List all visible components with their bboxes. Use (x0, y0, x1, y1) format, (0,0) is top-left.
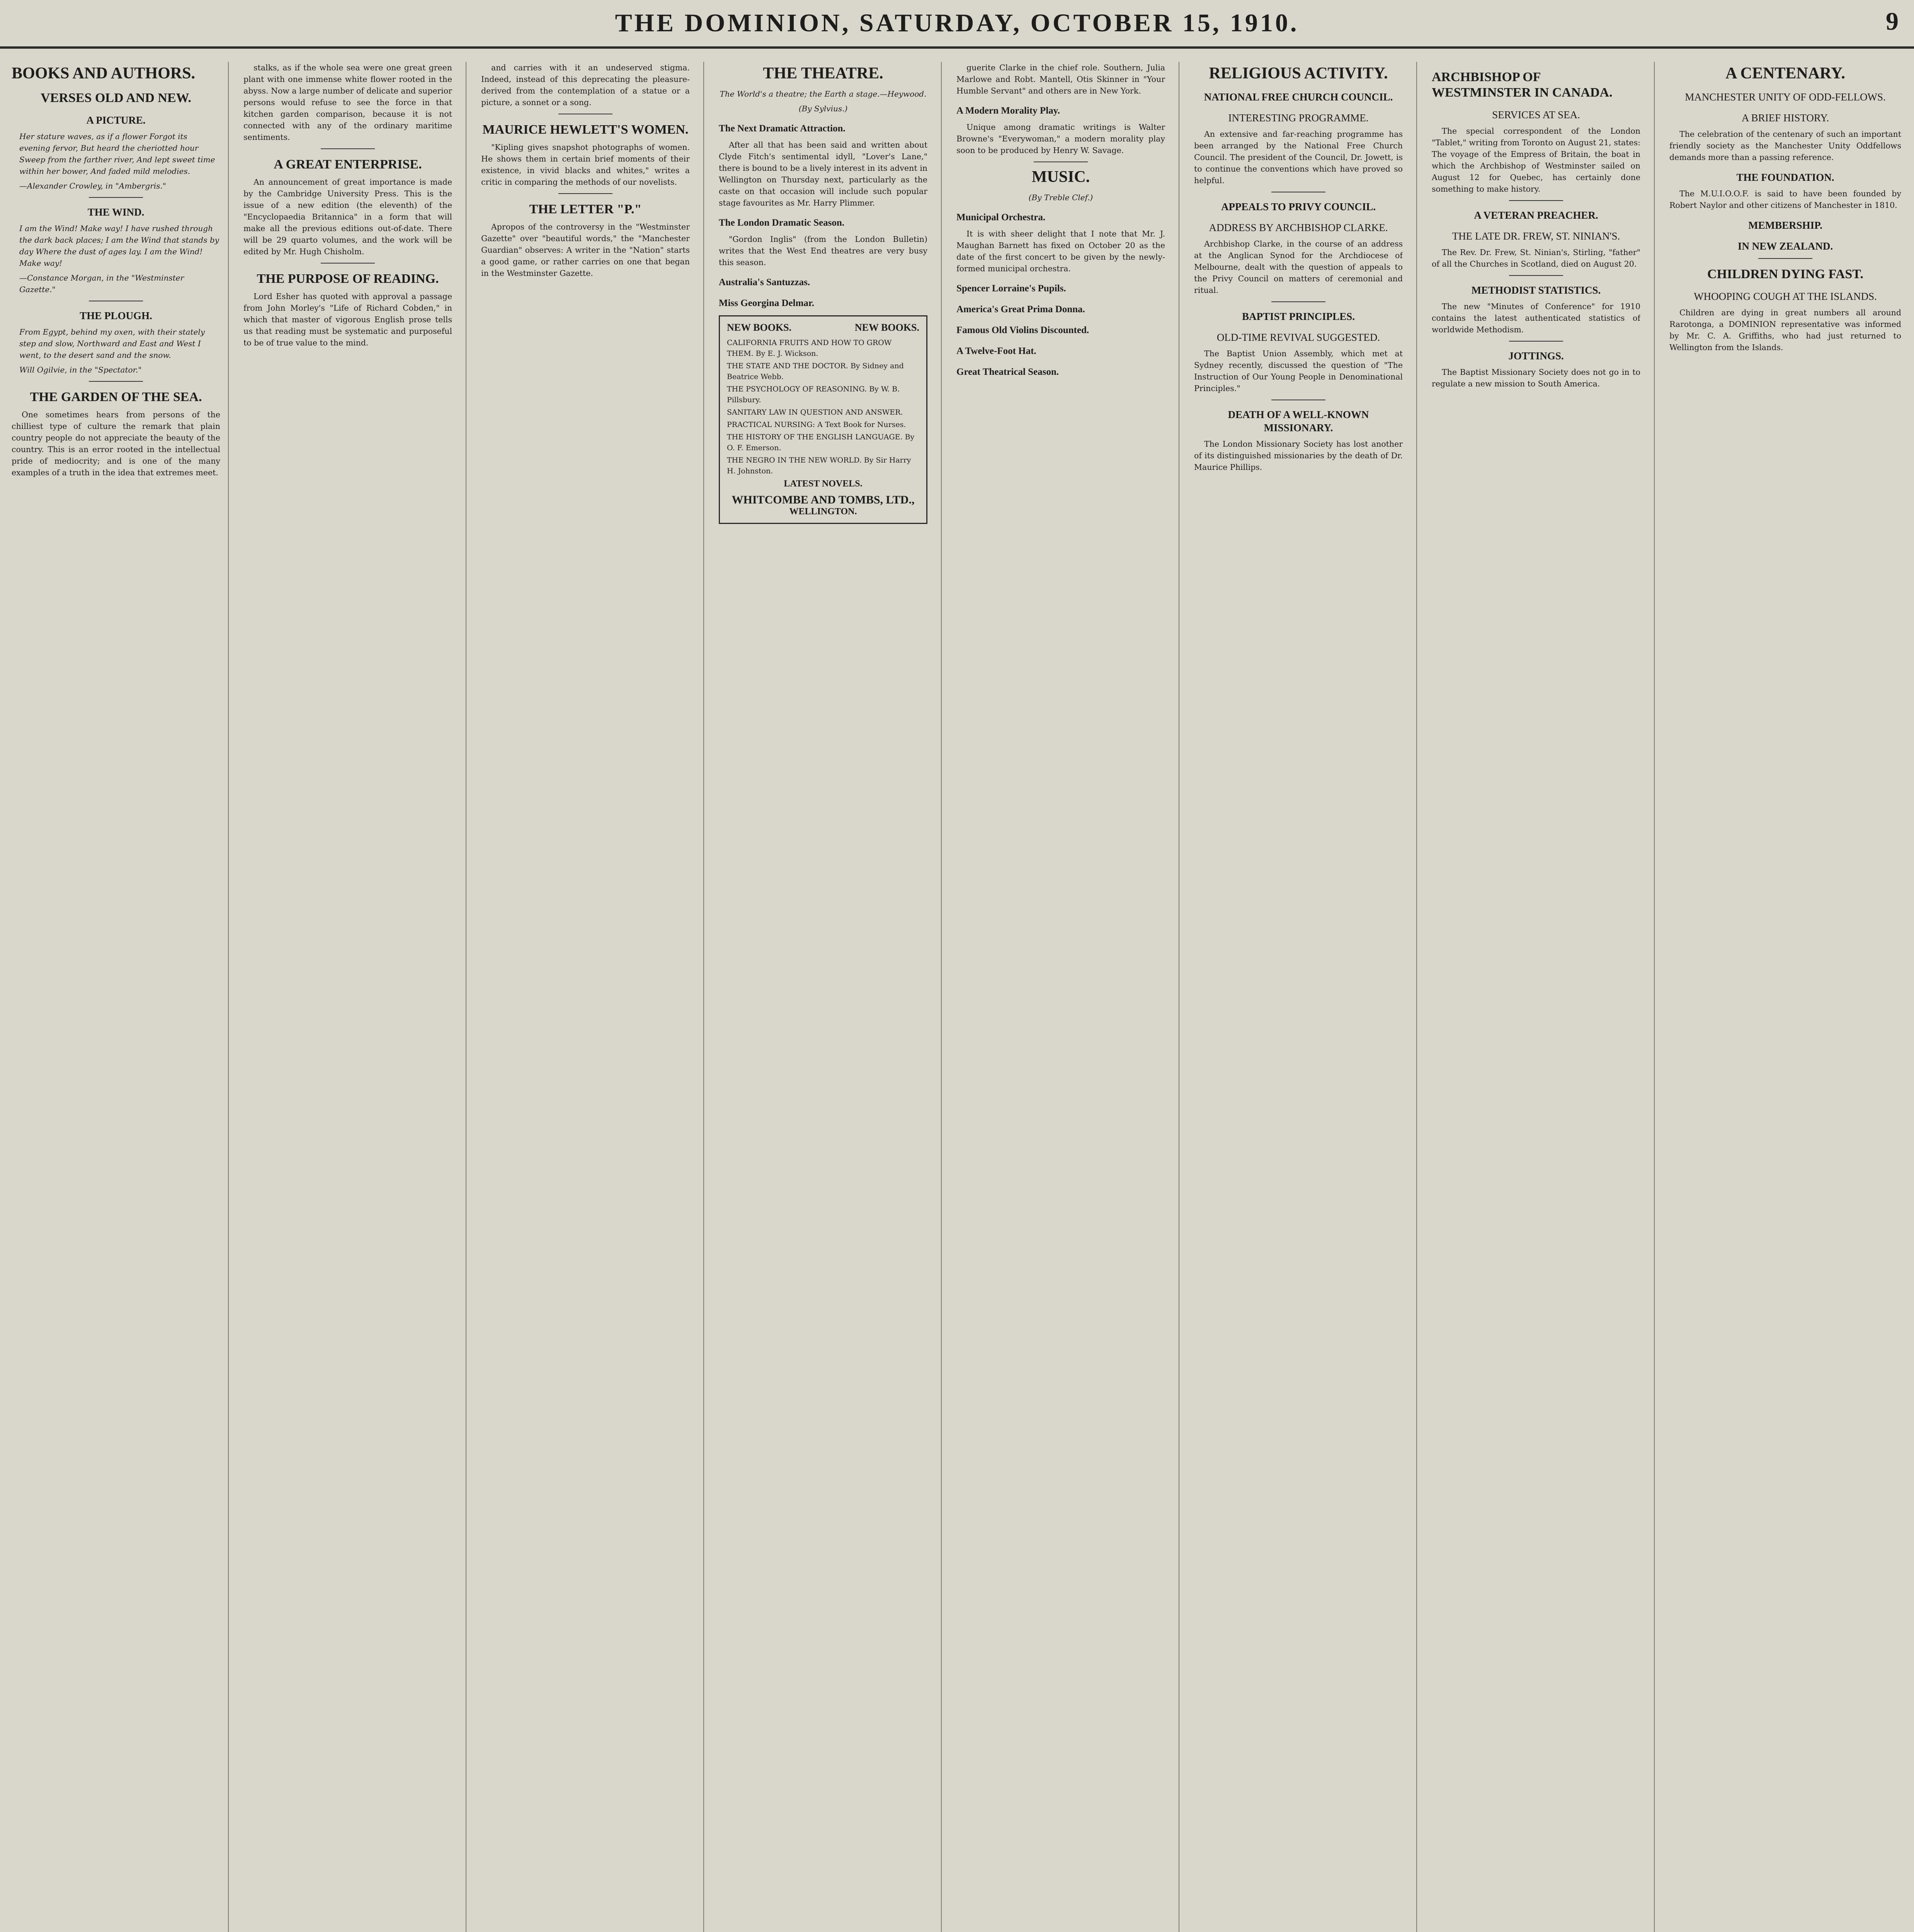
ad-item: THE HISTORY OF THE ENGLISH LANGUAGE. By O. F. Emerson. (727, 433, 915, 452)
poem-author: —Constance Morgan, in the "Westminster Gazette." (19, 273, 184, 294)
byline: (By Sylvius.) (798, 104, 848, 113)
article-subheading: America's Great Prima Donna. (956, 304, 1085, 315)
column-5 (956, 62, 1165, 1932)
section-heading: RELIGIOUS ACTIVITY. (1209, 65, 1388, 82)
article-heading: THE LETTER "P." (529, 202, 642, 216)
article-heading: VERSES OLD AND NEW. (41, 91, 191, 105)
poem-title: THE WIND. (87, 206, 145, 218)
article-subheading: A BRIEF HISTORY. (1741, 112, 1829, 124)
section-heading: MUSIC. (1031, 168, 1090, 186)
column-divider (703, 62, 704, 1932)
article-heading: THE GARDEN OF THE SEA. (30, 390, 202, 404)
article-text: Apropos of the controversy in the "Westminster Gazette" over "beautiful words," the "Manchester Guardian" observes: A writer in the "Nation" starts a good game, or rather carries on one that began in the Westminster Gazette. (481, 222, 690, 278)
poem-text: From Egypt, behind my oxen, with their stately step and slow, Northward and East and West I went, to the desert sand and the snow. (19, 327, 205, 360)
section-heading: BOOKS AND AUTHORS. (12, 65, 195, 82)
article-text: The M.U.I.O.O.F. is said to have been founded by Robert Naylor and other citizens of Manchester in 1810. (1669, 189, 1901, 210)
article-text: The celebration of the centenary of such an important friendly society as the Manchester Unity Oddfellows demands more than a passing reference. (1669, 129, 1901, 162)
article-text: The special correspondent of the London "Tablet," writing from Toronto on August 21, states: The voyage of the Empress of Britain, the boat in which the Archbishop of Westminster sailed on August 12 for Quebec, has certainly done something to make history. (1432, 126, 1640, 194)
article-subheading: A Twelve-Foot Hat. (956, 346, 1036, 356)
article-text: It is with sheer delight that I note that Mr. J. Maughan Barnett has fixed on October 20 as the date of the first concert to be given by the newly-formed municipal orchestra. (956, 229, 1165, 273)
article-subheading: THE LATE DR. FREW, ST. NINIAN'S. (1452, 230, 1620, 242)
article-heading: A VETERAN PREACHER. (1474, 209, 1598, 221)
column-7 (1432, 62, 1640, 1932)
ad-item: CALIFORNIA FRUITS AND HOW TO GROW THEM. By E. J. Wickson. (727, 338, 892, 358)
article-text: An announcement of great importance is made by the Cambridge University Press. This is the issue of a new edition (the eleventh) of the "Encyclopaedia Britannica" in a form that will make all the previous editions out-of-date. There will be 29 quarto volumes, and the work will be edited by Mr. Hugh Chisholm. (243, 177, 452, 256)
article-heading: ARCHBISHOP OF WESTMINSTER IN CANADA. (1432, 70, 1613, 100)
column-religious-activity (1194, 62, 1403, 1932)
article-text: and carries with it an undeserved stigma. Indeed, instead of this deprecating the pleasure-derived from the contemplation of a statue or a picture, a sonnet or a song. (481, 63, 690, 107)
article-heading: A GREAT ENTERPRISE. (274, 157, 422, 172)
article-heading: MAURICE HEWLETT'S WOMEN. (482, 122, 689, 137)
article-subheading: A Modern Morality Play. (956, 105, 1060, 116)
ad-publisher: WHITCOMBE AND TOMBS, LTD., (732, 493, 915, 506)
column-books-and-authors (12, 62, 220, 1932)
article-heading: JOTTINGS. (1508, 350, 1564, 362)
ad-item: PRACTICAL NURSING: A Text Book for Nurses. (727, 420, 906, 429)
article-text: Unique among dramatic writings is Walter Browne's "Everywoman," a modern morality play soon to be produced by Henry W. Savage. (956, 122, 1165, 155)
article-heading: CHILDREN DYING FAST. (1707, 267, 1863, 281)
poem-author: —Alexander Crowley, in "Ambergris." (19, 181, 166, 190)
article-text: stalks, as if the whole sea were one great green plant with one immense white flower rooted in the abyss. Now a large number of delicate and superior persons would refuse to see the force in that kitchen garden comparison, because it is not connected with any of the ordinary maritime sentiments. (243, 63, 452, 142)
article-text: An extensive and far-reaching programme has been arranged by the National Free Church Council. The president of the Council, Dr. Jowett, is to continue the conventions which have proved so helpful. (1194, 129, 1403, 185)
section-heading: THE THEATRE. (763, 65, 883, 82)
ad-item: THE PSYCHOLOGY OF REASONING. By W. B. Pillsbury. (727, 385, 900, 404)
column-divider (228, 62, 229, 1932)
ad-item: SANITARY LAW IN QUESTION AND ANSWER. (727, 408, 903, 417)
article-subheading: INTERESTING PROGRAMME. (1228, 112, 1369, 124)
article-text: One sometimes hears from persons of the chilliest type of culture the remark that plain country people do not appreciate the beauty of the country. This is an error rooted in the intellectual pride of mediocrity; and is one of the many examples of a truth in the idea that extremes meet. (12, 410, 220, 477)
article-text: Lord Esher has quoted with approval a passage from John Morley's "Life of Richard Cobden," in which that master of vigorous English prose tells us that reading must be systematic and purposeful to be of true value to the mind. (243, 292, 452, 347)
page-number: 9 (1886, 7, 1899, 36)
article-text: "Kipling gives snapshot photographs of women. He shows them in certain brief moments of their existence, in vivid blacks and whites," writes a critic in comparing the methods of our novelists. (481, 143, 690, 187)
article-subheading: Famous Old Violins Discounted. (956, 325, 1089, 335)
article-text: The London Missionary Society has lost another of its distinguished missionaries by the death of Dr. Maurice Phillips. (1194, 439, 1403, 472)
section-motto: The World's a theatre; the Earth a stage.—Heywood. (720, 89, 927, 99)
column-divider (1654, 62, 1655, 1932)
article-subheading: Municipal Orchestra. (956, 212, 1046, 223)
article-text: "Gordon Inglis" (from the London Bulletin) writes that the West End theatres are very busy this season. (719, 235, 927, 267)
article-subheading: MEMBERSHIP. (1748, 219, 1822, 231)
ad-city: WELLINGTON. (789, 507, 857, 517)
article-subheading: Great Theatrical Season. (956, 367, 1059, 377)
column-3 (481, 62, 690, 1932)
article-text: The new "Minutes of Conference" for 1910 contains the latest authenticated statistics of worldwide Methodism. (1432, 302, 1640, 334)
masthead-rule (0, 46, 1914, 49)
column-divider (941, 62, 942, 1932)
article-subheading: IN NEW ZEALAND. (1737, 240, 1833, 252)
ad-subheading: LATEST NOVELS. (784, 479, 863, 489)
article-subheading: ADDRESS BY ARCHBISHOP CLARKE. (1209, 222, 1388, 233)
ad-heading-left: NEW BOOKS. (727, 322, 792, 333)
article-subheading: The London Dramatic Season. (719, 218, 845, 228)
poem-title: THE PLOUGH. (80, 310, 152, 321)
advertisement-new-books (719, 315, 927, 524)
article-text: The Baptist Missionary Society does not go in to regulate a new mission to South America. (1432, 367, 1640, 388)
poem-text: Her stature waves, as if a flower Forgot its evening fervor, But heard the cheriotted hour Sweep from the farther river, And lept sweet time within her bower, And faded mild melodies. (19, 132, 215, 176)
article-subheading: SERVICES AT SEA. (1492, 109, 1580, 121)
column-2 (243, 62, 452, 1932)
column-centenary (1669, 62, 1901, 1932)
article-subheading: Spencer Lorraine's Pupils. (956, 283, 1066, 294)
ad-item: THE NEGRO IN THE NEW WORLD. By Sir Harry H. Johnston. (727, 456, 911, 475)
article-subheading: OLD-TIME REVIVAL SUGGESTED. (1216, 332, 1380, 343)
ad-heading-right: NEW BOOKS. (854, 322, 919, 333)
article-heading: METHODIST STATISTICS. (1471, 284, 1601, 296)
ad-item: THE STATE AND THE DOCTOR. By Sidney and Beatrice Webb. (727, 362, 904, 381)
article-subheading: Australia's Santuzzas. (719, 277, 810, 287)
poem-text: I am the Wind! Make way! I have rushed through the dark back places; I am the Wind that stands by day Where the dust of ages lay. I am the Wind! Make way! (19, 224, 219, 268)
masthead (0, 0, 1914, 46)
article-text: Children are dying in great numbers all around Rarotonga, a DOMINION representative was informed by Mr. C. A. Griffiths, who had just returned to Wellington from the Islands. (1669, 308, 1901, 352)
column-divider (1416, 62, 1417, 1932)
poem-title: A PICTURE. (86, 114, 146, 126)
article-text: After all that has been said and written about Clyde Fitch's sentimental idyll, "Lover's Lane," there is bound to be a lively interest in its advent in Wellington on Thursday next, particularly as the caste on that occasion will include such popular stage favourites as Mr. Harry Plimmer. (719, 140, 927, 207)
byline: (By Treble Clef.) (1028, 193, 1093, 202)
article-text: The Baptist Union Assembly, which met at Sydney recently, discussed the question of "The Instruction of Our Young People in Denominational Principles." (1194, 349, 1403, 393)
article-subheading: WHOOPING COUGH AT THE ISLANDS. (1694, 291, 1877, 302)
newspaper-title: THE DOMINION, SATURDAY, OCTOBER 15, 1910. (615, 9, 1299, 37)
poem-author: Will Ogilvie, in the "Spectator." (19, 365, 142, 374)
article-text: Archbishop Clarke, in the course of an address at the Anglican Synod for the Archdiocese of Melbourne, dealt with the question of appeals to the Privy Council on matters of ceremonial and ritual. (1194, 239, 1403, 295)
article-subheading: MANCHESTER UNITY OF ODD-FELLOWS. (1685, 91, 1886, 103)
article-subheading: THE FOUNDATION. (1736, 172, 1834, 183)
article-heading: NATIONAL FREE CHURCH COUNCIL. (1204, 91, 1393, 103)
article-text: guerite Clarke in the chief role. Southern, Julia Marlowe and Robt. Mantell, Otis Skinner in "Your Humble Servant" and others are in New York. (956, 63, 1165, 95)
article-text: The Rev. Dr. Frew, St. Ninian's, Stirling, "father" of all the Churches in Scotland, died on August 20. (1432, 248, 1640, 269)
article-heading: THE PURPOSE OF READING. (257, 272, 439, 286)
article-subheading: Miss Georgina Delmar. (719, 298, 814, 308)
article-heading: BAPTIST PRINCIPLES. (1242, 311, 1355, 322)
article-heading: DEATH OF A WELL-KNOWN MISSIONARY. (1228, 409, 1369, 434)
article-heading: APPEALS TO PRIVY COUNCIL. (1221, 201, 1376, 213)
column-theatre (719, 62, 927, 1932)
section-heading: A CENTENARY. (1725, 65, 1845, 82)
article-subheading: The Next Dramatic Attraction. (719, 123, 846, 134)
